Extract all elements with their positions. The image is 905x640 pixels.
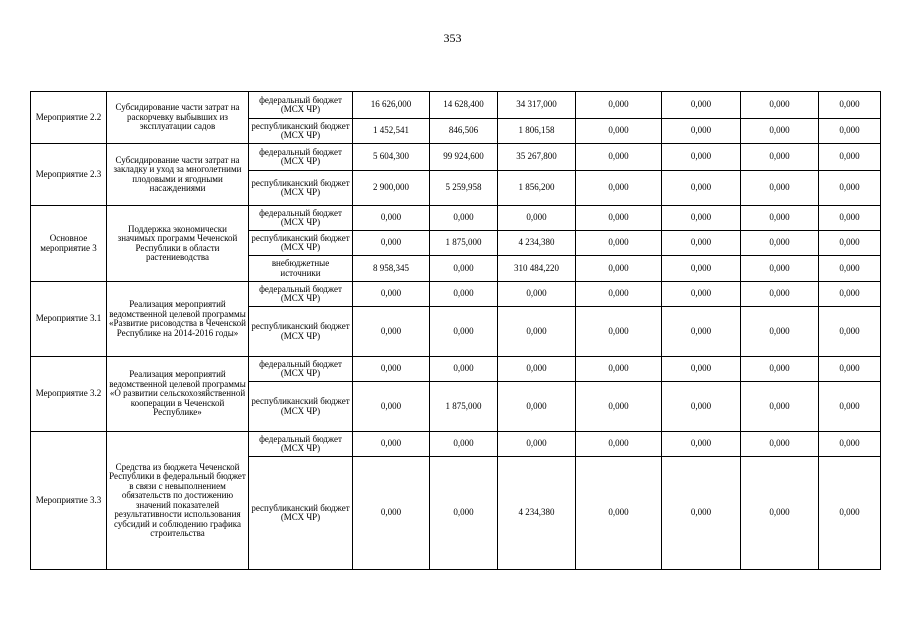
value-cell: 0,000 — [662, 282, 741, 307]
value-cell: 0,000 — [819, 171, 881, 206]
value-cell: 0,000 — [741, 382, 819, 432]
value-cell: 0,000 — [430, 357, 498, 382]
page-number: 353 — [443, 31, 462, 45]
value-cell: 0,000 — [576, 432, 662, 457]
funding-source: республиканский бюджет (МСХ ЧР) — [249, 382, 353, 432]
value-cell: 0,000 — [353, 357, 430, 382]
value-cell: 0,000 — [576, 256, 662, 282]
value-cell: 0,000 — [741, 206, 819, 231]
value-cell: 0,000 — [741, 307, 819, 357]
value-cell: 0,000 — [662, 382, 741, 432]
value-cell: 1 856,200 — [498, 171, 576, 206]
value-cell: 35 267,800 — [498, 144, 576, 171]
funding-source: федеральный бюджет (МСХ ЧР) — [249, 432, 353, 457]
value-cell: 0,000 — [741, 256, 819, 282]
value-cell: 846,506 — [430, 119, 498, 144]
measure-description: Средства из бюджета Чеченской Республики в федеральный бюджет в связи с невыполнением обязательств по достижению значений показателей результативности использования субсидий и соблюдению графика строительства — [107, 432, 249, 570]
funding-source: республиканский бюджет (МСХ ЧР) — [249, 307, 353, 357]
value-cell: 0,000 — [353, 231, 430, 256]
value-cell: 0,000 — [576, 231, 662, 256]
value-cell: 0,000 — [662, 144, 741, 171]
value-cell: 0,000 — [430, 256, 498, 282]
value-cell: 0,000 — [741, 92, 819, 119]
measure-description: Реализация мероприятий ведомственной целевой программы «Развитие рисоводства в Чеченской Республике на 2014-2016 годы» — [107, 282, 249, 357]
value-cell: 0,000 — [741, 357, 819, 382]
funding-source: федеральный бюджет (МСХ ЧР) — [249, 144, 353, 171]
value-cell: 0,000 — [662, 171, 741, 206]
value-cell: 0,000 — [819, 307, 881, 357]
value-cell: 0,000 — [576, 92, 662, 119]
value-cell: 0,000 — [353, 457, 430, 570]
value-cell: 1 875,000 — [430, 231, 498, 256]
value-cell: 0,000 — [430, 282, 498, 307]
value-cell: 0,000 — [498, 382, 576, 432]
value-cell: 5 259,958 — [430, 171, 498, 206]
value-cell: 0,000 — [662, 119, 741, 144]
value-cell: 0,000 — [498, 357, 576, 382]
value-cell: 0,000 — [741, 457, 819, 570]
value-cell: 1 806,158 — [498, 119, 576, 144]
table-row — [31, 357, 881, 382]
value-cell: 0,000 — [741, 282, 819, 307]
funding-source: внебюджетные источники — [249, 256, 353, 282]
value-cell: 0,000 — [819, 282, 881, 307]
measure-name: Мероприятие 2.3 — [31, 144, 107, 206]
value-cell: 0,000 — [662, 357, 741, 382]
measure-description: Субсидирование части затрат на раскорчевку выбывших из эксплуатации садов — [107, 92, 249, 144]
value-cell: 0,000 — [741, 119, 819, 144]
value-cell: 0,000 — [498, 307, 576, 357]
value-cell: 0,000 — [353, 282, 430, 307]
value-cell: 0,000 — [741, 432, 819, 457]
value-cell: 34 317,000 — [498, 92, 576, 119]
value-cell: 0,000 — [819, 206, 881, 231]
funding-source: федеральный бюджет (МСХ ЧР) — [249, 92, 353, 119]
value-cell: 2 900,000 — [353, 171, 430, 206]
measure-description: Поддержка экономически значимых программ Чеченской Республики в области растениеводства — [107, 206, 249, 282]
value-cell: 0,000 — [819, 357, 881, 382]
value-cell: 0,000 — [353, 432, 430, 457]
value-cell: 0,000 — [662, 231, 741, 256]
value-cell: 0,000 — [576, 282, 662, 307]
value-cell: 0,000 — [662, 92, 741, 119]
value-cell: 0,000 — [662, 457, 741, 570]
value-cell: 0,000 — [819, 382, 881, 432]
measure-description: Реализация мероприятий ведомственной целевой программы «О развитии сельскохозяйственной кооперации в Чеченской Республике» — [107, 357, 249, 432]
value-cell: 0,000 — [498, 282, 576, 307]
value-cell: 0,000 — [353, 206, 430, 231]
value-cell: 4 234,380 — [498, 231, 576, 256]
value-cell: 0,000 — [662, 307, 741, 357]
value-cell: 0,000 — [741, 231, 819, 256]
value-cell: 0,000 — [819, 119, 881, 144]
value-cell: 5 604,300 — [353, 144, 430, 171]
measure-description: Субсидирование части затрат на закладку и уход за многолетними плодовыми и ягодными насаждениями — [107, 144, 249, 206]
table-row — [31, 432, 881, 457]
value-cell: 310 484,220 — [498, 256, 576, 282]
value-cell: 0,000 — [741, 171, 819, 206]
value-cell: 0,000 — [498, 206, 576, 231]
value-cell: 0,000 — [662, 256, 741, 282]
value-cell: 16 626,000 — [353, 92, 430, 119]
value-cell: 0,000 — [819, 92, 881, 119]
value-cell: 8 958,345 — [353, 256, 430, 282]
value-cell: 0,000 — [576, 357, 662, 382]
value-cell: 1 875,000 — [430, 382, 498, 432]
value-cell: 0,000 — [353, 307, 430, 357]
value-cell: 0,000 — [819, 231, 881, 256]
value-cell: 0,000 — [430, 432, 498, 457]
value-cell: 0,000 — [662, 432, 741, 457]
value-cell: 0,000 — [819, 144, 881, 171]
value-cell: 0,000 — [819, 256, 881, 282]
funding-source: республиканский бюджет (МСХ ЧР) — [249, 119, 353, 144]
table-body — [31, 92, 881, 570]
budget-table — [30, 91, 881, 570]
value-cell: 0,000 — [576, 382, 662, 432]
value-cell: 4 234,380 — [498, 457, 576, 570]
value-cell: 0,000 — [576, 307, 662, 357]
value-cell: 0,000 — [576, 144, 662, 171]
value-cell: 0,000 — [819, 432, 881, 457]
funding-source: федеральный бюджет (МСХ ЧР) — [249, 206, 353, 231]
funding-source: республиканский бюджет (МСХ ЧР) — [249, 171, 353, 206]
value-cell: 0,000 — [498, 432, 576, 457]
value-cell: 0,000 — [819, 457, 881, 570]
value-cell: 0,000 — [430, 307, 498, 357]
value-cell: 0,000 — [576, 171, 662, 206]
value-cell: 0,000 — [430, 206, 498, 231]
value-cell: 0,000 — [741, 144, 819, 171]
table-row — [31, 144, 881, 171]
table-row — [31, 92, 881, 119]
value-cell: 14 628,400 — [430, 92, 498, 119]
funding-source: федеральный бюджет (МСХ ЧР) — [249, 357, 353, 382]
table-row — [31, 206, 881, 231]
measure-name: Основное мероприятие 3 — [31, 206, 107, 282]
measure-name: Мероприятие 3.1 — [31, 282, 107, 357]
value-cell: 0,000 — [353, 382, 430, 432]
value-cell: 0,000 — [430, 457, 498, 570]
value-cell: 0,000 — [576, 457, 662, 570]
value-cell: 0,000 — [576, 206, 662, 231]
value-cell: 0,000 — [662, 206, 741, 231]
funding-source: республиканский бюджет (МСХ ЧР) — [249, 457, 353, 570]
measure-name: Мероприятие 2.2 — [31, 92, 107, 144]
measure-name: Мероприятие 3.3 — [31, 432, 107, 570]
funding-source: федеральный бюджет (МСХ ЧР) — [249, 282, 353, 307]
value-cell: 1 452,541 — [353, 119, 430, 144]
value-cell: 0,000 — [576, 119, 662, 144]
table-row — [31, 282, 881, 307]
funding-source: республиканский бюджет (МСХ ЧР) — [249, 231, 353, 256]
measure-name: Мероприятие 3.2 — [31, 357, 107, 432]
value-cell: 99 924,600 — [430, 144, 498, 171]
